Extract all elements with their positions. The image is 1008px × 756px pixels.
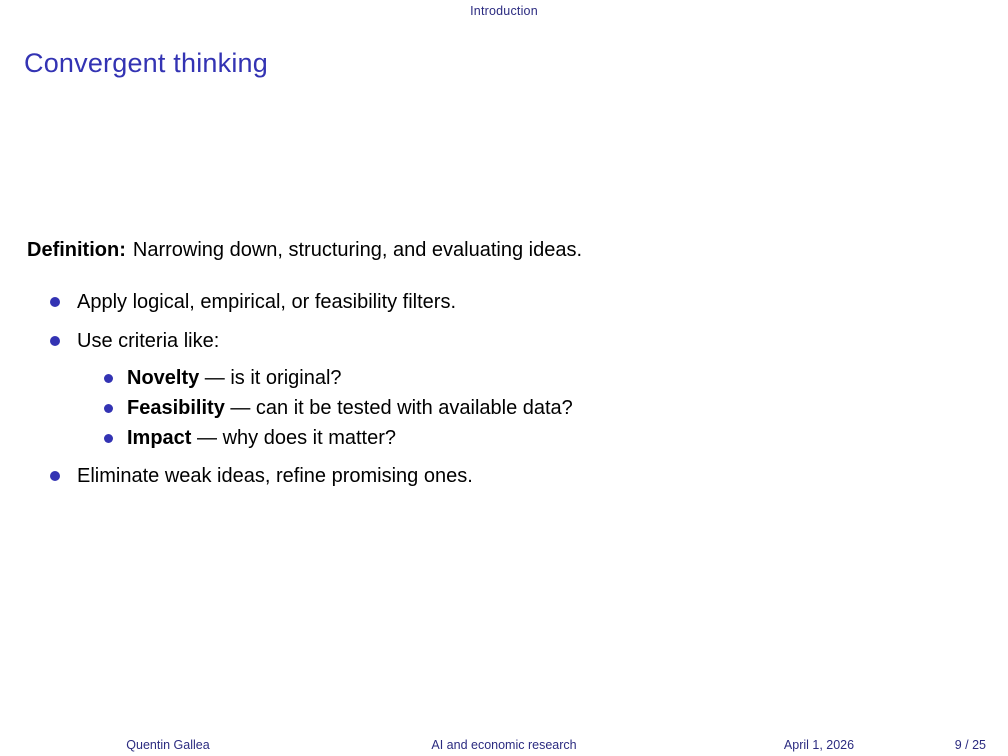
slide-title: Convergent thinking [24, 48, 268, 78]
footer-page-indicator: 9 / 25 [954, 738, 986, 752]
sub-bullet-item [127, 426, 396, 450]
sub-bullet-keyword: Impact [127, 427, 192, 449]
bullet-icon [104, 404, 113, 413]
bullet-icon [104, 434, 113, 443]
sub-bullet-text: — why does it matter? [191, 427, 396, 449]
section-header: Introduction [470, 4, 538, 18]
bullet-icon [104, 374, 113, 383]
footer-short-title: AI and economic research [431, 738, 577, 752]
definition-label: Definition: [27, 239, 126, 261]
sub-bullet-text: — is it original? [199, 367, 342, 389]
footline [0, 738, 1008, 754]
bullet-icon [50, 471, 60, 481]
bullet-text: Use criteria like: [77, 330, 220, 352]
bullet-item [77, 464, 473, 488]
footer-author: Quentin Gallea [126, 738, 210, 752]
bullet-text: Apply logical, empirical, or feasibility filters. [77, 291, 457, 313]
sub-bullet-item [127, 366, 342, 390]
sub-bullet-item [127, 396, 573, 420]
bullet-icon [50, 336, 60, 346]
sub-bullet-text: — can it be tested with available data? [224, 397, 573, 419]
definition-line [27, 238, 582, 262]
footer-date: April 1, 2026 [783, 738, 855, 752]
sub-bullet-keyword: Novelty [127, 367, 200, 389]
sub-bullet-keyword: Feasibility [127, 397, 225, 419]
bullet-item [77, 290, 456, 314]
bullet-text: Eliminate weak ideas, refine promising ones. [77, 465, 473, 487]
bullet-item [77, 329, 219, 353]
definition-text: Narrowing down, structuring, and evaluating ideas. [132, 239, 583, 261]
bullet-icon [50, 297, 60, 307]
